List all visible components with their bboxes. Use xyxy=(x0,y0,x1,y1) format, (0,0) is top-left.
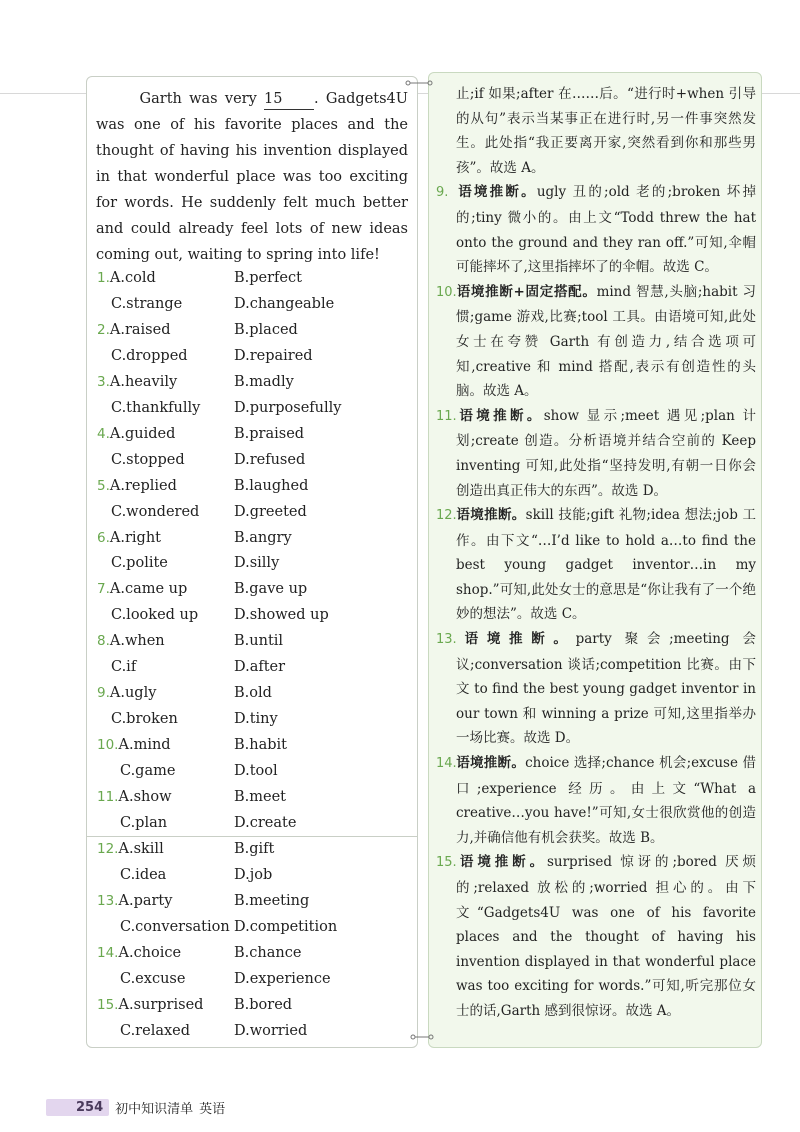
question-number: 10. xyxy=(97,737,119,754)
question-number: 13. xyxy=(97,892,119,909)
question-number: 8. xyxy=(97,633,110,650)
option-text: A.right xyxy=(109,529,161,546)
page-footer xyxy=(46,1097,225,1117)
option-b xyxy=(234,735,287,755)
passage-pre-blank: Garth was very xyxy=(139,91,257,107)
option-b xyxy=(234,631,283,651)
option-text: A.when xyxy=(109,633,165,650)
explanation-tag: 语境推断。 xyxy=(456,755,526,772)
explanation-body: mind 智慧,头脑;habit 习惯;game 游戏,比赛;tool 工具。由语境可知,此处女士在夸赞 Garth 有创造力,结合选项可知,creative 和 mind 搭配,表示有创造性的头脑。故选 A。 xyxy=(456,283,756,400)
explanation-body: choice 选择;chance 机会;excuse 借口;experience 经历。由上文“What a creative…you have!”可知,女士很欣赏他的创造力,并确信他有机会获奖。故选 B。 xyxy=(456,755,756,846)
answer-blank: 15 xyxy=(264,89,314,110)
option-d xyxy=(234,657,285,677)
question-number: 7. xyxy=(97,581,110,598)
option-a xyxy=(97,268,156,288)
explanation-tag: 语境推断。 xyxy=(456,507,526,524)
option-c xyxy=(111,398,200,418)
option-text: B.old xyxy=(234,685,272,702)
option-d xyxy=(234,450,305,470)
option-text: D.create xyxy=(234,814,297,831)
option-text: C.polite xyxy=(111,555,168,572)
option-text: D.repaired xyxy=(234,347,313,364)
option-a xyxy=(97,683,156,703)
option-a xyxy=(97,476,177,496)
option-b xyxy=(234,787,286,807)
question-number: 15. xyxy=(97,996,119,1013)
option-text: C.game xyxy=(120,763,176,780)
option-c xyxy=(120,865,166,885)
option-d xyxy=(234,917,337,937)
option-c xyxy=(111,657,136,677)
option-text: D.refused xyxy=(234,451,306,468)
option-text: B.madly xyxy=(234,373,294,390)
option-text: B.until xyxy=(234,633,284,650)
option-c xyxy=(111,502,199,522)
option-text: A.came up xyxy=(109,581,188,598)
explanation-number: 12. xyxy=(436,508,457,524)
explanation-tag: 语境推断。 xyxy=(456,184,537,201)
explanation-item xyxy=(436,280,756,404)
option-c xyxy=(120,917,230,937)
option-c xyxy=(111,346,188,366)
explanation-body: party 聚会;meeting 会议;conversation 谈话;competition 比赛。由下文 to find the best young gadget inventor in our town 和 winning a prize 可知,这里指举办一场比赛。故选 D。 xyxy=(456,631,757,747)
explanation-item xyxy=(436,627,756,751)
option-b xyxy=(234,320,298,340)
question-number: 1. xyxy=(97,270,110,286)
option-text: C.looked up xyxy=(111,607,199,624)
option-a xyxy=(97,424,175,444)
option-text: D.job xyxy=(234,866,273,883)
binder-clip-icon xyxy=(410,1032,434,1042)
explanation-item xyxy=(436,404,756,503)
question-number: 4. xyxy=(97,425,110,442)
explanation-tag: 语境推断。 xyxy=(456,854,547,871)
option-d xyxy=(234,294,334,314)
option-text: C.idea xyxy=(120,866,167,883)
option-c xyxy=(111,294,182,314)
option-d xyxy=(234,502,307,522)
option-text: C.wondered xyxy=(111,503,200,520)
option-text: D.changeable xyxy=(234,295,335,312)
option-b xyxy=(234,528,292,548)
explanation-body: show 显示;meet 遇见;plan 计划;create 创造。分析语境并结合空前的 Keep inventing 可知,此处指“坚持发明,有朝一日你会创造出真正伟大的东西”。故选 D。 xyxy=(456,407,757,499)
option-d xyxy=(234,346,313,366)
option-text: D.worried xyxy=(234,1022,308,1039)
explanation-number: 9. xyxy=(436,185,449,201)
option-text: D.silly xyxy=(234,555,280,572)
option-d xyxy=(234,709,278,729)
option-b xyxy=(234,476,308,496)
option-d xyxy=(234,605,329,625)
option-text: B.meeting xyxy=(234,892,310,909)
book-title: 初中知识清单 xyxy=(115,1101,194,1117)
option-c xyxy=(120,813,167,833)
option-text: A.surprised xyxy=(118,996,204,1013)
option-text: C.thankfully xyxy=(111,399,201,416)
question-number: 9. xyxy=(97,685,110,702)
option-text: C.plan xyxy=(120,814,168,831)
option-b xyxy=(234,683,272,703)
option-text: D.tool xyxy=(234,763,278,780)
explanation-item xyxy=(436,850,756,1023)
option-b xyxy=(234,995,292,1015)
option-d xyxy=(234,969,331,989)
option-text: A.choice xyxy=(118,944,182,961)
option-b xyxy=(234,891,309,911)
option-text: A.party xyxy=(118,892,173,909)
option-c xyxy=(111,553,168,573)
option-text: D.greeted xyxy=(234,503,307,520)
option-text: A.replied xyxy=(109,477,177,494)
option-text: C.conversation xyxy=(120,918,230,935)
option-text: C.relaxed xyxy=(120,1022,191,1039)
option-text: D.purposefully xyxy=(234,399,342,416)
option-text: A.cold xyxy=(109,270,156,286)
option-text: D.tiny xyxy=(234,711,278,728)
explanation-number: 14. xyxy=(436,756,457,772)
explanation-number: 10. xyxy=(436,284,457,300)
option-a xyxy=(97,943,181,963)
option-text: A.show xyxy=(118,789,172,805)
explanation-continuation: 止;if 如果;after 在……后。“进行时+when 引导的从句”表示当某事正在进行时,另一件事突然发生。此处指“我正要离开家,突然看到你和那些男孩”。故选 A。 xyxy=(456,86,756,176)
explanation-body: surprised 惊讶的;bored 厌烦的;relaxed 放松的;worried 担心的。由下文“Gadgets4U was one of his favorite places and the thought of having his invention displayed in that wonderful place was too exciting for words.”可知,听完那位女士的话,Garth 感到很惊讶。故选 A。 xyxy=(456,854,756,1019)
question-number: 11. xyxy=(97,789,119,805)
explanation-number: 15. xyxy=(436,855,457,871)
option-c xyxy=(111,605,198,625)
option-text: B.chance xyxy=(234,944,302,961)
option-text: B.laughed xyxy=(234,477,309,494)
option-text: C.excuse xyxy=(120,970,186,987)
option-b xyxy=(234,424,304,444)
question-number: 6. xyxy=(97,529,110,546)
page-number: 254 xyxy=(46,1099,109,1116)
explanation-item xyxy=(436,180,756,279)
question-number: 12. xyxy=(97,840,119,857)
passage-post-blank: . Gadgets4U was one of his favorite places and the thought of having his invention displayed in that wonderful place was too exciting for words. He suddenly felt much better and could already feel lots of new ideas coming out, waiting to spring into life! xyxy=(96,91,408,263)
option-d xyxy=(234,813,296,833)
option-a xyxy=(97,372,177,392)
explanation-number: 13. xyxy=(436,632,457,648)
option-text: C.strange xyxy=(111,295,183,312)
explanation-item xyxy=(436,503,756,627)
option-text: B.meet xyxy=(234,789,287,805)
option-text: D.showed up xyxy=(234,607,329,624)
option-text: A.raised xyxy=(109,321,171,338)
option-text: B.bored xyxy=(234,996,293,1013)
option-d xyxy=(234,398,341,418)
passage-paragraph xyxy=(96,86,408,268)
explanation-tag: 语境推断。 xyxy=(456,407,544,424)
explanation-tag: 语境推断+固定搭配。 xyxy=(456,283,597,300)
option-a xyxy=(97,579,187,599)
option-text: A.mind xyxy=(118,737,171,754)
option-c xyxy=(120,761,175,781)
option-text: A.guided xyxy=(109,425,176,442)
explanations-text xyxy=(436,82,756,1024)
option-text: B.habit xyxy=(234,737,287,754)
option-a xyxy=(97,735,171,755)
option-a xyxy=(97,995,203,1015)
option-d xyxy=(234,761,278,781)
question-number: 3. xyxy=(97,373,110,390)
option-a xyxy=(97,528,161,548)
option-text: B.gift xyxy=(234,840,275,857)
option-d xyxy=(234,553,279,573)
option-text: A.ugly xyxy=(109,685,157,702)
option-text: D.competition xyxy=(234,918,338,935)
question-number: 2. xyxy=(97,321,110,338)
option-d xyxy=(234,865,272,885)
option-a xyxy=(97,631,165,651)
option-b xyxy=(234,943,301,963)
option-text: C.stopped xyxy=(111,451,185,468)
book-subject: 英语 xyxy=(199,1101,226,1117)
option-a xyxy=(97,839,164,859)
explanation-body: ugly 丑的;old 老的;broken 坏掉的;tiny 微小的。由上文“Todd threw the hat onto the ground and they ran off.”可知,伞帽可能摔坏了,这里指摔坏了的伞帽。故选 C。 xyxy=(456,184,756,276)
option-a xyxy=(97,891,172,911)
explanation-body: skill 技能;gift 礼物;idea 想法;job 工作。由下文“…I’d like to hold a…to find the best young gadget inventor…in my shop.”可知,此处女士的意思是“你让我有了一个绝妙的想法”。故选 C。 xyxy=(456,507,756,623)
option-d xyxy=(234,1021,307,1041)
option-text: C.broken xyxy=(111,711,178,728)
option-c xyxy=(111,450,185,470)
option-text: B.gave up xyxy=(234,581,308,598)
option-text: B.placed xyxy=(234,321,298,338)
option-text: A.skill xyxy=(118,840,164,857)
option-text: B.praised xyxy=(234,425,305,442)
option-b xyxy=(234,268,302,288)
option-c xyxy=(120,1021,190,1041)
option-text: B.perfect xyxy=(234,270,302,286)
option-text: B.angry xyxy=(234,529,292,546)
binder-clip-icon xyxy=(405,78,433,88)
question-number: 5. xyxy=(97,477,110,494)
option-a xyxy=(97,320,171,340)
option-c xyxy=(111,709,178,729)
option-c xyxy=(120,969,185,989)
panel-divider xyxy=(86,836,418,837)
option-a xyxy=(97,787,172,807)
option-text: D.experience xyxy=(234,970,331,987)
option-b xyxy=(234,839,274,859)
explanation-number: 11. xyxy=(436,408,457,424)
explanation-item xyxy=(436,751,756,850)
option-text: D.after xyxy=(234,659,286,676)
option-b xyxy=(234,372,294,392)
option-b xyxy=(234,579,307,599)
option-text: C.dropped xyxy=(111,347,188,364)
option-text: C.if xyxy=(111,659,137,676)
question-number: 14. xyxy=(97,944,119,961)
option-text: A.heavily xyxy=(109,373,178,390)
explanation-tag: 语境推断。 xyxy=(456,631,576,648)
